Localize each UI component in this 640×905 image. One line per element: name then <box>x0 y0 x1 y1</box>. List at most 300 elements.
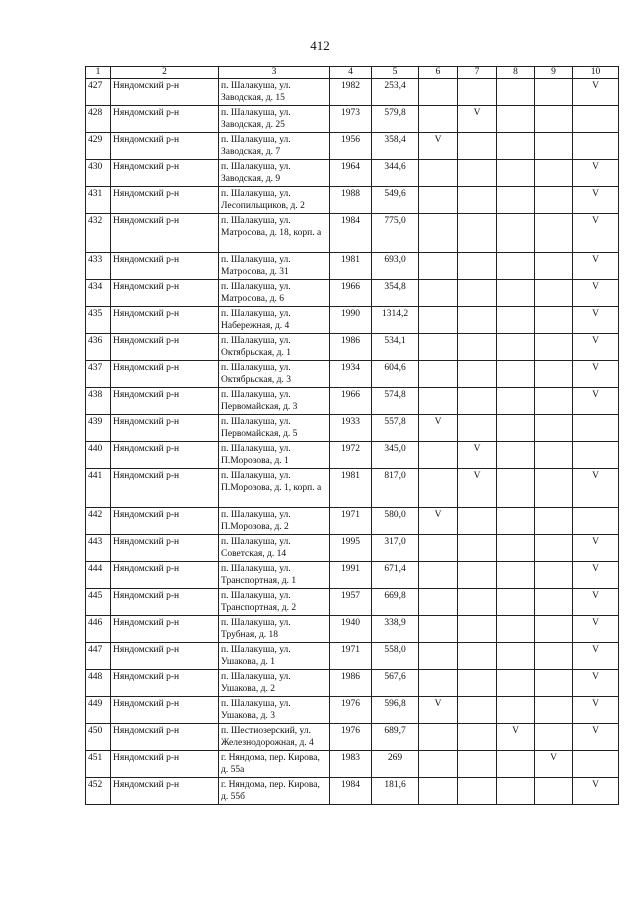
table-row <box>86 388 619 415</box>
row-number: 428 <box>86 106 111 133</box>
row-number: 446 <box>86 616 111 643</box>
year-cell: 1983 <box>330 751 372 778</box>
address-cell: г. Няндома, пер. Кирова, д. 55б <box>219 778 330 805</box>
mark-cell-6 <box>419 562 458 589</box>
year-cell: 1976 <box>330 697 372 724</box>
district-cell: Няндомский р-н <box>111 106 219 133</box>
mark-cell-7 <box>458 160 497 187</box>
address-cell: п. Шалакуша, ул. Трубная, д. 18 <box>219 616 330 643</box>
area-cell: 534,1 <box>372 334 419 361</box>
district-cell: Няндомский р-н <box>111 253 219 280</box>
mark-cell-6 <box>419 751 458 778</box>
mark-cell-9 <box>535 778 573 805</box>
address-cell: п. Шалакуша, ул. Заводская, д. 7 <box>219 133 330 160</box>
mark-cell-6 <box>419 778 458 805</box>
mark-cell-6 <box>419 160 458 187</box>
mark-cell-8 <box>497 361 535 388</box>
mark-cell-7 <box>458 535 497 562</box>
table-row <box>86 133 619 160</box>
mark-cell-6 <box>419 535 458 562</box>
address-cell: п. Шалакуша, ул. Ушакова, д. 1 <box>219 643 330 670</box>
address-cell: п. Шалакуша, ул. Советская, д. 14 <box>219 535 330 562</box>
row-number: 447 <box>86 643 111 670</box>
address-cell: п. Шалакуша, ул. Лесопильщиков, д. 2 <box>219 187 330 214</box>
mark-cell-10: V <box>573 280 619 307</box>
mark-cell-6 <box>419 643 458 670</box>
column-header: 8 <box>497 67 535 79</box>
mark-cell-10 <box>573 508 619 535</box>
column-header: 10 <box>573 67 619 79</box>
district-cell: Няндомский р-н <box>111 778 219 805</box>
table-row <box>86 643 619 670</box>
mark-cell-9 <box>535 160 573 187</box>
mark-cell-10: V <box>573 724 619 751</box>
mark-cell-6 <box>419 214 458 253</box>
mark-cell-9 <box>535 133 573 160</box>
mark-cell-9 <box>535 187 573 214</box>
mark-cell-6 <box>419 589 458 616</box>
address-cell: п. Шалакуша, ул. Набережная, д. 4 <box>219 307 330 334</box>
mark-cell-7 <box>458 643 497 670</box>
district-cell: Няндомский р-н <box>111 361 219 388</box>
row-number: 433 <box>86 253 111 280</box>
mark-cell-9 <box>535 415 573 442</box>
address-cell: п. Шалакуша, ул. Октябрьская, д. 3 <box>219 361 330 388</box>
area-cell: 345,0 <box>372 442 419 469</box>
table-row <box>86 214 619 253</box>
row-number: 430 <box>86 160 111 187</box>
table-row <box>86 280 619 307</box>
area-cell: 558,0 <box>372 643 419 670</box>
mark-cell-6 <box>419 187 458 214</box>
area-cell: 549,6 <box>372 187 419 214</box>
mark-cell-8 <box>497 508 535 535</box>
address-cell: г. Няндома, пер. Кирова, д. 55а <box>219 751 330 778</box>
mark-cell-8 <box>497 79 535 106</box>
year-cell: 1986 <box>330 334 372 361</box>
mark-cell-6: V <box>419 415 458 442</box>
district-cell: Няндомский р-н <box>111 616 219 643</box>
address-cell: п. Шалакуша, ул. Заводская, д. 15 <box>219 79 330 106</box>
address-cell: п. Шалакуша, ул. Ушакова, д. 3 <box>219 697 330 724</box>
mark-cell-7 <box>458 724 497 751</box>
row-number: 432 <box>86 214 111 253</box>
table-row <box>86 334 619 361</box>
district-cell: Няндомский р-н <box>111 334 219 361</box>
mark-cell-8 <box>497 160 535 187</box>
district-cell: Няндомский р-н <box>111 187 219 214</box>
mark-cell-8 <box>497 616 535 643</box>
row-number: 436 <box>86 334 111 361</box>
mark-cell-8 <box>497 697 535 724</box>
mark-cell-8 <box>497 589 535 616</box>
district-cell: Няндомский р-н <box>111 724 219 751</box>
mark-cell-8: V <box>497 724 535 751</box>
row-number: 437 <box>86 361 111 388</box>
district-cell: Няндомский р-н <box>111 589 219 616</box>
mark-cell-10 <box>573 751 619 778</box>
table-row <box>86 79 619 106</box>
table-row <box>86 589 619 616</box>
row-number: 445 <box>86 589 111 616</box>
column-header: 4 <box>330 67 372 79</box>
area-cell: 567,6 <box>372 670 419 697</box>
mark-cell-9 <box>535 670 573 697</box>
year-cell: 1966 <box>330 280 372 307</box>
row-number: 444 <box>86 562 111 589</box>
year-cell: 1981 <box>330 469 372 508</box>
district-cell: Няндомский р-н <box>111 160 219 187</box>
mark-cell-10 <box>573 106 619 133</box>
mark-cell-7 <box>458 616 497 643</box>
mark-cell-8 <box>497 751 535 778</box>
address-cell: п. Шалакуша, ул. Октябрьская, д. 1 <box>219 334 330 361</box>
year-cell: 1990 <box>330 307 372 334</box>
column-header: 7 <box>458 67 497 79</box>
area-cell: 354,8 <box>372 280 419 307</box>
mark-cell-10: V <box>573 214 619 253</box>
row-number: 452 <box>86 778 111 805</box>
mark-cell-7 <box>458 670 497 697</box>
year-cell: 1956 <box>330 133 372 160</box>
column-header: 9 <box>535 67 573 79</box>
table-row <box>86 508 619 535</box>
table-row <box>86 106 619 133</box>
area-cell: 358,4 <box>372 133 419 160</box>
page-number: 412 <box>310 38 330 53</box>
row-number: 450 <box>86 724 111 751</box>
mark-cell-6 <box>419 79 458 106</box>
table-row <box>86 535 619 562</box>
mark-cell-10: V <box>573 469 619 508</box>
mark-cell-10: V <box>573 79 619 106</box>
mark-cell-9 <box>535 307 573 334</box>
area-cell: 596,8 <box>372 697 419 724</box>
area-cell: 671,4 <box>372 562 419 589</box>
address-cell: п. Шалакуша, ул. Транспортная, д. 1 <box>219 562 330 589</box>
mark-cell-9 <box>535 106 573 133</box>
table-row <box>86 307 619 334</box>
mark-cell-10: V <box>573 160 619 187</box>
mark-cell-10: V <box>573 187 619 214</box>
mark-cell-9 <box>535 442 573 469</box>
area-cell: 338,9 <box>372 616 419 643</box>
mark-cell-9 <box>535 562 573 589</box>
mark-cell-7 <box>458 187 497 214</box>
area-cell: 574,8 <box>372 388 419 415</box>
table-row <box>86 469 619 508</box>
row-number: 431 <box>86 187 111 214</box>
mark-cell-7 <box>458 562 497 589</box>
row-number: 435 <box>86 307 111 334</box>
row-number: 434 <box>86 280 111 307</box>
address-cell: п. Шалакуша, ул. Ушакова, д. 2 <box>219 670 330 697</box>
table-row <box>86 415 619 442</box>
year-cell: 1940 <box>330 616 372 643</box>
mark-cell-10: V <box>573 778 619 805</box>
table-row <box>86 724 619 751</box>
address-cell: п. Шалакуша, ул. П.Морозова, д. 1, корп. а <box>219 469 330 508</box>
year-cell: 1991 <box>330 562 372 589</box>
column-number-row <box>86 67 619 79</box>
district-cell: Няндомский р-н <box>111 307 219 334</box>
mark-cell-7 <box>458 280 497 307</box>
mark-cell-6: V <box>419 697 458 724</box>
mark-cell-10: V <box>573 535 619 562</box>
district-cell: Няндомский р-н <box>111 79 219 106</box>
mark-cell-7 <box>458 589 497 616</box>
mark-cell-6 <box>419 442 458 469</box>
area-cell: 604,6 <box>372 361 419 388</box>
mark-cell-7: V <box>458 442 497 469</box>
mark-cell-10: V <box>573 388 619 415</box>
table-row <box>86 187 619 214</box>
mark-cell-8 <box>497 469 535 508</box>
mark-cell-7 <box>458 388 497 415</box>
district-cell: Няндомский р-н <box>111 751 219 778</box>
district-cell: Няндомский р-н <box>111 214 219 253</box>
mark-cell-9 <box>535 280 573 307</box>
mark-cell-8 <box>497 307 535 334</box>
mark-cell-8 <box>497 442 535 469</box>
area-cell: 693,0 <box>372 253 419 280</box>
mark-cell-10: V <box>573 670 619 697</box>
column-header: 3 <box>219 67 330 79</box>
mark-cell-8 <box>497 535 535 562</box>
address-cell: п. Шалакуша, ул. Матросова, д. 31 <box>219 253 330 280</box>
mark-cell-6 <box>419 307 458 334</box>
year-cell: 1971 <box>330 508 372 535</box>
mark-cell-8 <box>497 133 535 160</box>
mark-cell-7: V <box>458 469 497 508</box>
mark-cell-6 <box>419 469 458 508</box>
mark-cell-9 <box>535 589 573 616</box>
mark-cell-7 <box>458 79 497 106</box>
mark-cell-9 <box>535 388 573 415</box>
area-cell: 557,8 <box>372 415 419 442</box>
year-cell: 1986 <box>330 670 372 697</box>
mark-cell-8 <box>497 643 535 670</box>
district-cell: Няндомский р-н <box>111 442 219 469</box>
row-number: 449 <box>86 697 111 724</box>
table-row <box>86 562 619 589</box>
mark-cell-8 <box>497 187 535 214</box>
mark-cell-7: V <box>458 106 497 133</box>
mark-cell-6 <box>419 253 458 280</box>
mark-cell-6: V <box>419 133 458 160</box>
mark-cell-6 <box>419 388 458 415</box>
column-header: 2 <box>111 67 219 79</box>
table-row <box>86 160 619 187</box>
mark-cell-7 <box>458 133 497 160</box>
area-cell: 579,8 <box>372 106 419 133</box>
mark-cell-7 <box>458 415 497 442</box>
mark-cell-8 <box>497 334 535 361</box>
mark-cell-9 <box>535 361 573 388</box>
year-cell: 1933 <box>330 415 372 442</box>
district-cell: Няндомский р-н <box>111 697 219 724</box>
mark-cell-10: V <box>573 253 619 280</box>
area-cell: 253,4 <box>372 79 419 106</box>
row-number: 427 <box>86 79 111 106</box>
address-cell: п. Шалакуша, ул. Транспортная, д. 2 <box>219 589 330 616</box>
mark-cell-9 <box>535 469 573 508</box>
year-cell: 1976 <box>330 724 372 751</box>
district-cell: Няндомский р-н <box>111 133 219 160</box>
mark-cell-8 <box>497 214 535 253</box>
row-number: 451 <box>86 751 111 778</box>
mark-cell-10: V <box>573 562 619 589</box>
row-number: 438 <box>86 388 111 415</box>
mark-cell-9 <box>535 643 573 670</box>
year-cell: 1934 <box>330 361 372 388</box>
table-row <box>86 361 619 388</box>
district-cell: Няндомский р-н <box>111 562 219 589</box>
area-cell: 775,0 <box>372 214 419 253</box>
row-number: 442 <box>86 508 111 535</box>
address-cell: п. Шестиозерский, ул. Железнодорожная, д. 4 <box>219 724 330 751</box>
table-body <box>86 79 619 805</box>
area-cell: 580,0 <box>372 508 419 535</box>
row-number: 443 <box>86 535 111 562</box>
mark-cell-7 <box>458 697 497 724</box>
district-cell: Няндомский р-н <box>111 508 219 535</box>
mark-cell-6 <box>419 280 458 307</box>
row-number: 448 <box>86 670 111 697</box>
mark-cell-8 <box>497 670 535 697</box>
column-header: 6 <box>419 67 458 79</box>
row-number: 440 <box>86 442 111 469</box>
table-row <box>86 778 619 805</box>
mark-cell-9 <box>535 253 573 280</box>
mark-cell-10: V <box>573 361 619 388</box>
district-cell: Няндомский р-н <box>111 415 219 442</box>
year-cell: 1988 <box>330 187 372 214</box>
address-cell: п. Шалакуша, ул. Матросова, д. 6 <box>219 280 330 307</box>
column-header: 5 <box>372 67 419 79</box>
district-cell: Няндомский р-н <box>111 643 219 670</box>
district-cell: Няндомский р-н <box>111 469 219 508</box>
year-cell: 1995 <box>330 535 372 562</box>
mark-cell-9 <box>535 535 573 562</box>
district-cell: Няндомский р-н <box>111 535 219 562</box>
housing-registry-table <box>85 66 619 805</box>
year-cell: 1971 <box>330 643 372 670</box>
mark-cell-8 <box>497 778 535 805</box>
mark-cell-6: V <box>419 508 458 535</box>
mark-cell-9 <box>535 508 573 535</box>
mark-cell-7 <box>458 751 497 778</box>
mark-cell-8 <box>497 388 535 415</box>
address-cell: п. Шалакуша, ул. Первомайская, д. 3 <box>219 388 330 415</box>
area-cell: 181,6 <box>372 778 419 805</box>
mark-cell-6 <box>419 670 458 697</box>
year-cell: 1981 <box>330 253 372 280</box>
year-cell: 1973 <box>330 106 372 133</box>
mark-cell-10 <box>573 133 619 160</box>
column-header: 1 <box>86 67 111 79</box>
mark-cell-9 <box>535 334 573 361</box>
mark-cell-10: V <box>573 334 619 361</box>
year-cell: 1984 <box>330 214 372 253</box>
mark-cell-10: V <box>573 589 619 616</box>
mark-cell-9 <box>535 214 573 253</box>
mark-cell-8 <box>497 280 535 307</box>
year-cell: 1984 <box>330 778 372 805</box>
area-cell: 689,7 <box>372 724 419 751</box>
table-row <box>86 697 619 724</box>
area-cell: 1314,2 <box>372 307 419 334</box>
district-cell: Няндомский р-н <box>111 280 219 307</box>
mark-cell-7 <box>458 307 497 334</box>
year-cell: 1964 <box>330 160 372 187</box>
area-cell: 269 <box>372 751 419 778</box>
mark-cell-10 <box>573 442 619 469</box>
area-cell: 817,0 <box>372 469 419 508</box>
row-number: 429 <box>86 133 111 160</box>
year-cell: 1982 <box>330 79 372 106</box>
mark-cell-10: V <box>573 697 619 724</box>
row-number: 441 <box>86 469 111 508</box>
district-cell: Няндомский р-н <box>111 388 219 415</box>
district-cell: Няндомский р-н <box>111 670 219 697</box>
mark-cell-8 <box>497 415 535 442</box>
mark-cell-9 <box>535 697 573 724</box>
mark-cell-7 <box>458 214 497 253</box>
address-cell: п. Шалакуша, ул. П.Морозова, д. 2 <box>219 508 330 535</box>
mark-cell-10: V <box>573 616 619 643</box>
table-row <box>86 616 619 643</box>
table-row <box>86 253 619 280</box>
address-cell: п. Шалакуша, ул. П.Морозова, д. 1 <box>219 442 330 469</box>
mark-cell-10: V <box>573 307 619 334</box>
mark-cell-7 <box>458 253 497 280</box>
mark-cell-9 <box>535 724 573 751</box>
mark-cell-8 <box>497 562 535 589</box>
year-cell: 1966 <box>330 388 372 415</box>
mark-cell-10 <box>573 415 619 442</box>
table-row <box>86 442 619 469</box>
mark-cell-10: V <box>573 643 619 670</box>
mark-cell-6 <box>419 334 458 361</box>
mark-cell-6 <box>419 616 458 643</box>
mark-cell-6 <box>419 106 458 133</box>
address-cell: п. Шалакуша, ул. Матросова, д. 18, корп. а <box>219 214 330 253</box>
mark-cell-6 <box>419 724 458 751</box>
mark-cell-8 <box>497 253 535 280</box>
mark-cell-6 <box>419 361 458 388</box>
year-cell: 1972 <box>330 442 372 469</box>
mark-cell-7 <box>458 361 497 388</box>
address-cell: п. Шалакуша, ул. Заводская, д. 9 <box>219 160 330 187</box>
mark-cell-9 <box>535 616 573 643</box>
area-cell: 344,6 <box>372 160 419 187</box>
mark-cell-7 <box>458 508 497 535</box>
row-number: 439 <box>86 415 111 442</box>
table-row <box>86 751 619 778</box>
table-row <box>86 670 619 697</box>
area-cell: 317,0 <box>372 535 419 562</box>
mark-cell-9: V <box>535 751 573 778</box>
mark-cell-9 <box>535 79 573 106</box>
address-cell: п. Шалакуша, ул. Первомайская, д. 5 <box>219 415 330 442</box>
address-cell: п. Шалакуша, ул. Заводская, д. 25 <box>219 106 330 133</box>
year-cell: 1957 <box>330 589 372 616</box>
mark-cell-7 <box>458 334 497 361</box>
mark-cell-7 <box>458 778 497 805</box>
mark-cell-8 <box>497 106 535 133</box>
area-cell: 669,8 <box>372 589 419 616</box>
